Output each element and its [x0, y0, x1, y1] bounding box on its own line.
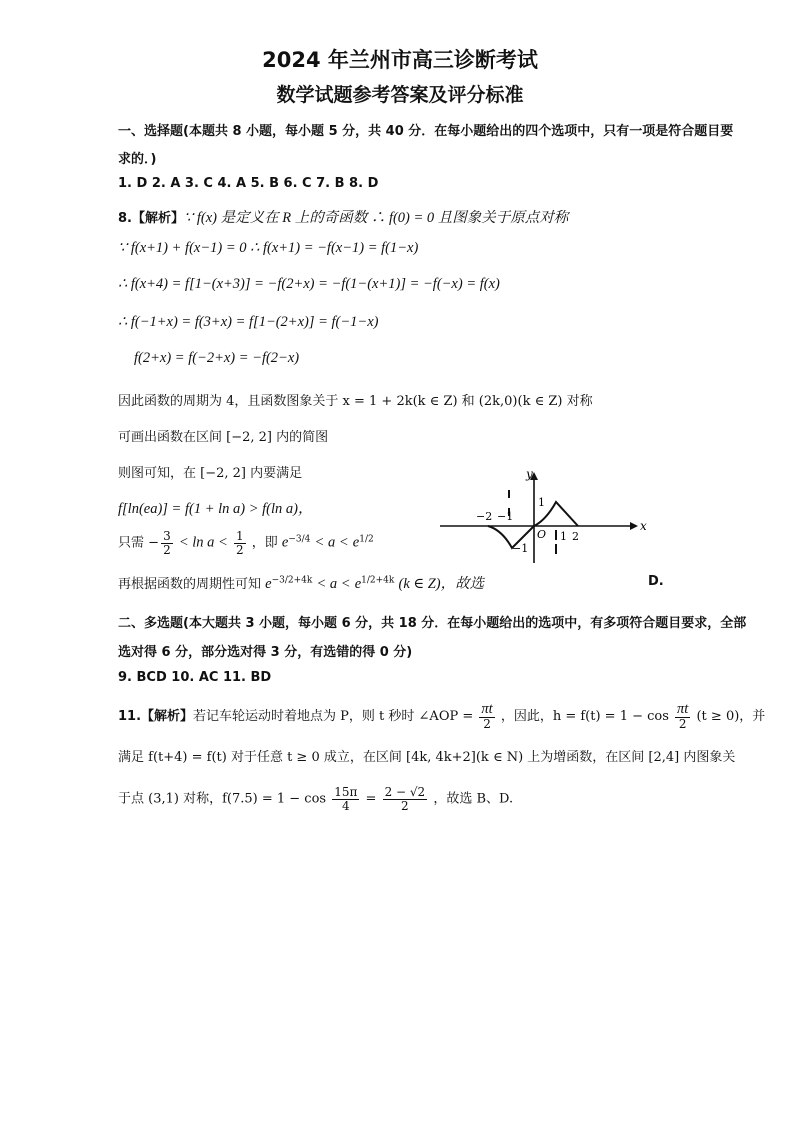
section1-answers: 1. D 2. A 3. C 4. A 5. B 6. C 7. B 8. D	[118, 176, 379, 191]
section1-heading-cont: 求的．)	[118, 152, 157, 167]
q8-choice: D.	[648, 574, 664, 589]
y-tick-label-m1: −1	[512, 542, 529, 555]
fraction-3-2: $\frac{3}{2}$	[163, 529, 171, 557]
page-subtitle: 数学试题参考答案及评分标准	[276, 84, 524, 106]
q8-line-9: f[ln(ea)] = f(1 + ln a) > f(ln a)，	[118, 501, 313, 517]
section2-answers: 9. BCD 10. AC 11. BD	[118, 670, 272, 685]
tick-label-1: 1	[560, 530, 567, 543]
tick-label-2: 2	[572, 530, 579, 543]
q8-line-6: 因此函数的周期为 4，且函数图象关于 x = 1 + 2k(k ∈ Z) 和 (2k,0)(k ∈ Z) 对称	[118, 394, 593, 409]
tick-label-m2: −2	[476, 510, 493, 523]
q8-line-10: 只需 − $\frac{3}{2}$ < ln a < $\frac{1}{2}$ ，即 $e^{-3/4} < a < e^{1/2}$	[118, 529, 374, 557]
q8-need-mid: < ln a <	[178, 534, 228, 551]
page-title: 2024 年兰州市高三诊断考试	[262, 48, 538, 72]
q8-line-5: f(2+x) = f(−2+x) = −f(2−x)	[134, 350, 300, 366]
fraction-1-2: $\frac{1}{2}$	[235, 529, 244, 557]
x-axis-arrow	[630, 522, 638, 530]
q8-line-1	[118, 206, 568, 227]
tick-label-m1: −1	[497, 510, 514, 523]
function-sketch-graph	[440, 468, 650, 568]
section2-heading-cont: 选对得 6 分，部分选对得 3 分，有选错的得 0 分)	[118, 645, 413, 660]
q8-line-11: 再根据函数的周期性可知 $e^{-3/2+4k} < a < e^{1/2+4k}$ (k ∈ Z)，故选	[118, 575, 485, 592]
origin-label: O	[537, 528, 547, 541]
q8-label: 8.【解析】	[118, 211, 184, 226]
q8-line-8: 则图可知，在 [−2, 2] 内要满足	[118, 466, 303, 481]
q11-line-2: 满足 f(t+4) = f(t) 对于任意 t ≥ 0 成立，在区间 [4k, 4k+2](k ∈ N) 上为增函数，在区间 [2,4] 内图象关	[118, 750, 736, 765]
axis-x-label: x	[640, 519, 647, 533]
section2-heading: 二、多选题(本大题共 3 小题，每小题 6 分，共 18 分．在每小题给出的选项中，有多项符合题目要求，全部	[118, 616, 747, 631]
q8-line-7: 可画出函数在区间 [−2, 2] 内的简图	[118, 430, 329, 445]
q8-need-then: ，即	[251, 535, 278, 551]
q8-need-prefix: 只需	[118, 535, 145, 551]
y-tick-label-1: 1	[538, 496, 545, 509]
q11-line-3: 于点 (3,1) 对称，f(7.5) = 1 − cos $\frac{15\pi}{4}$ = $\frac{2 - √2}{2}$ ，故选 B、D.	[118, 785, 514, 813]
axis-y-label: y	[526, 468, 533, 481]
q8-line-4: ∴ f(−1+x) = f(3+x) = f[1−(2+x)] = f(−1−x)	[118, 314, 379, 330]
q11-line-1: 11.【解析】若记车轮运动时着地点为 P，则 t 秒时 ∠AOP = $\frac{\pi t}{2}$ ，因此，h = f(t) = 1 − cos $\frac{\pi t}{2}$ (t ≥ 0)，并	[118, 701, 766, 732]
section1-heading: 一、选择题(本题共 8 小题，每小题 5 分，共 40 分．在每小题给出的四个选项中，只有一项是符合题目要	[118, 124, 734, 139]
q8-text-1: ∵ f(x) 是定义在 R 上的奇函数 ∴ f(0) = 0 且图象关于原点对称	[183, 210, 569, 226]
q8-line-2: ∵ f(x+1) + f(x−1) = 0 ∴ f(x+1) = −f(x−1) = f(1−x)	[118, 240, 419, 256]
q8-line-3: ∴ f(x+4) = f[1−(x+3)] = −f(2+x) = −f(1−(x+1)] = −f(−x) = f(x)	[118, 276, 500, 292]
